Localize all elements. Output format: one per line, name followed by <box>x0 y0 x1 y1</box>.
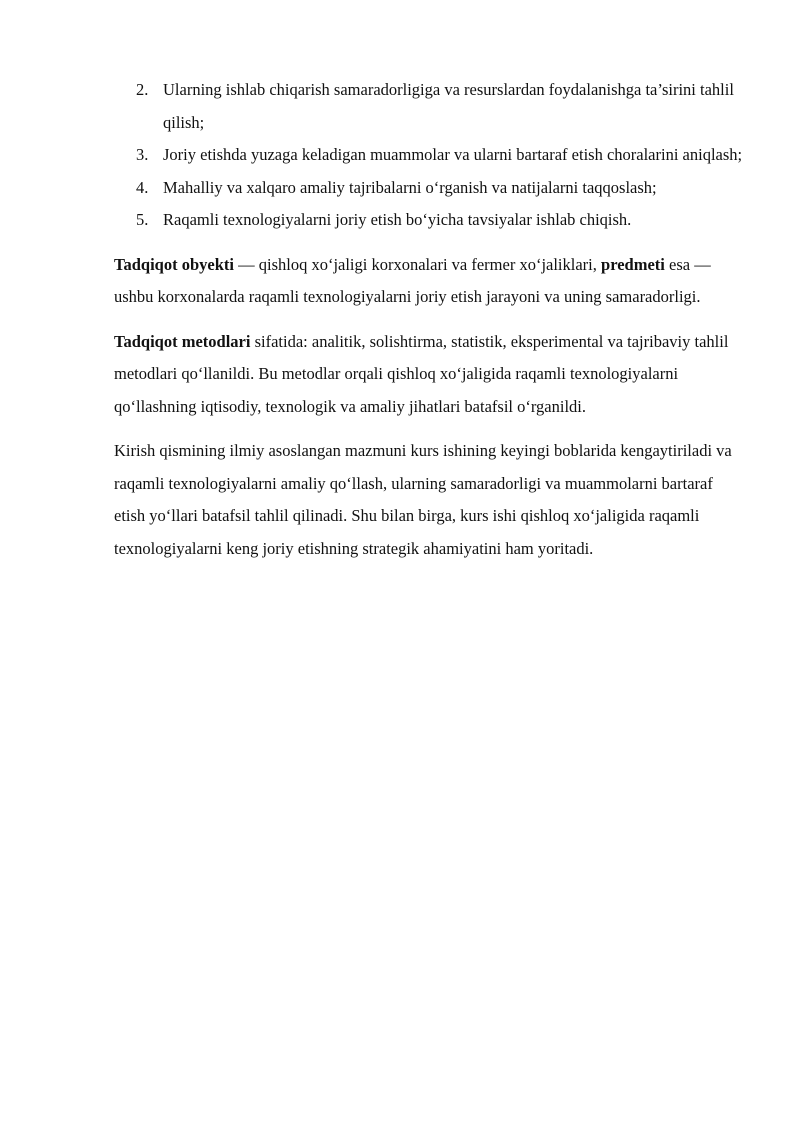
conclusion-paragraph <box>114 435 744 565</box>
list-item <box>114 204 744 237</box>
research-subject-text: esa — ushbu korxonalarda raqamli texnologiyalarni joriy etish jarayoni va uning samaradorligi. <box>114 254 711 306</box>
list-item-text: Raqamli texnologiyalarni joriy etish bo‘yicha tavsiyalar ishlab chiqish. <box>163 210 632 229</box>
page-content <box>114 74 744 577</box>
research-object-text: — qishloq xo‘jaligi korxonalari va fermer xo‘jaliklari, <box>233 254 602 274</box>
list-item-number: 2. <box>136 80 149 99</box>
list-item-number: 5. <box>136 210 149 229</box>
research-object-paragraph <box>114 249 744 314</box>
list-item-number: 3. <box>136 145 149 164</box>
list-item-text: Mahalliy va xalqaro amaliy tajribalarni o‘rganish va natijalarni taqqoslash; <box>163 177 657 197</box>
research-methods-text: sifatida: analitik, solishtirma, statistik, eksperimental va tajribaviy tahlil metodlari qo‘llanildi. Bu metodlar orqali qishloq xo‘jaligida raqamli texnologiyalarni qo‘llashning iqtisodiy, texnologik va amaliy jihatlari batafsil o‘rganildi. <box>114 331 729 416</box>
list-item <box>114 172 744 205</box>
research-object-term: Tadqiqot obyekti <box>114 254 234 274</box>
list-item <box>114 139 744 172</box>
list-item-text: Ularning ishlab chiqarish samaradorligiga va resurslardan foydalanishga ta’sirini tahlil qilish; <box>163 80 734 132</box>
list-item-text: Joriy etishda yuzaga keladigan muammolar va ularni bartaraf etish choralarini aniqlash; <box>163 145 743 164</box>
list-item <box>114 74 744 139</box>
conclusion-text: Kirish qismining ilmiy asoslangan mazmuni kurs ishining keyingi boblarida kengaytiriladi va raqamli texnologiyalarni amaliy qo‘llash, ularning samaradorligi va muammolarni bartaraf etish yo‘llari batafsil tahlil qilinadi. Shu bilan birga, kurs ishi qishloq xo‘jaligida raqamli texnologiyalarni keng joriy etishning strategik ahamiyatini ham yoritadi. <box>114 441 732 558</box>
research-methods-paragraph <box>114 326 744 424</box>
research-methods-term: Tadqiqot metodlari <box>114 331 251 351</box>
objectives-list <box>114 74 744 237</box>
research-subject-term: predmeti <box>601 254 665 274</box>
list-item-number: 4. <box>136 177 149 197</box>
